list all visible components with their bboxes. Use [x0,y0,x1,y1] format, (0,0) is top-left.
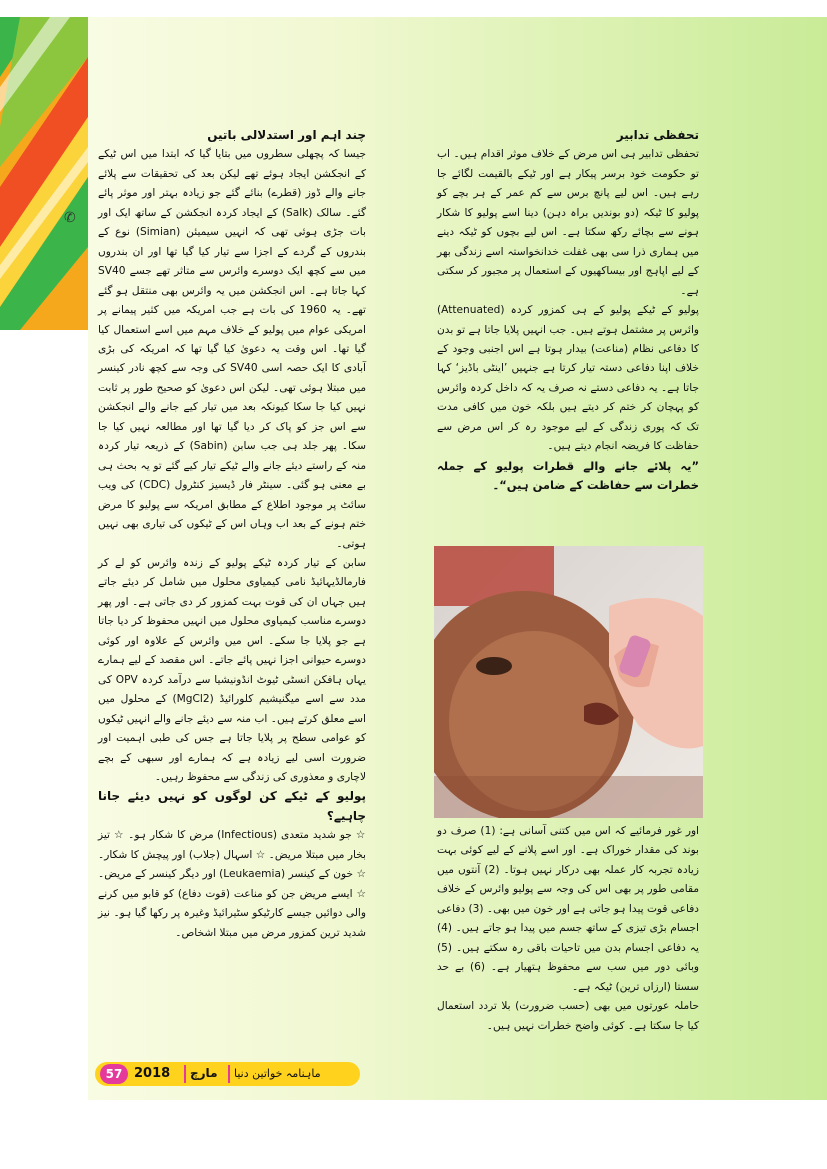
right-column [437,126,699,496]
right-column-lower [437,822,699,1036]
top-margin [0,0,827,17]
photo-graphic [434,546,703,818]
right-quote: ”یہ پلائے جانے والے قطرات پولیو کے جملہ خطرات سے حفاظت کے ضامن ہیں“۔ [437,458,699,493]
page-number: 57 [100,1064,128,1084]
footer-magazine: ماہنامہ خواتین دنیا [234,1067,321,1080]
footer-year: 2018 [134,1066,171,1081]
footer-separator [184,1065,186,1083]
right-para-2: پولیو کے ٹیکے پولیو کے ہی کمزور کردہ (Attenuated) وائرس پر مشتمل ہوتے ہیں۔ جب انہیں پلایا جاتا ہے تو بدن کا دفاعی نظام (مناعت) بیدار ہوتا ہے اس اجنبی وجود کے خلاف اپنا دفاعی دستہ تیار کرتا ہے جنہیں ’اینٹی باڈیز‘ کہا جاتا ہے۔ یہ دفاعی دستے نہ صرف یہ کہ داخل کردہ وائرس کو پہچان کر ختم کر دیتے ہیں بلکہ خون میں کافی مدت تک کہ پوری زندگی کے لیے موجود رہ کر اس مرض سے حفاظت کا فریضہ انجام دیتے ہیں۔ [437,304,699,453]
footer-separator [228,1065,230,1083]
footer-month: مارچ [190,1066,218,1080]
left-column [98,126,366,943]
vaccination-photo [434,546,703,818]
right-para-1: تحفظی تدابیر ہی اس مرض کے خلاف موثر اقدام ہیں۔ اب تو حکومت خود برسر پیکار ہے اور ٹیکے بالقیمت لگائے جا رہے ہیں۔ اس لیے پانچ برس سے کم عمر کے ہر بچے کو پولیو کا ٹیکہ (دو بوندیں براہ دہن) دینا اسے پولیو کا شکار ہونے سے بچائے رکھ سکتا ہے۔ اس لیے بچوں کو ٹیکہ دینے میں ہماری ذرا سی بھی غفلت خدانخواستہ اسے زندگی بھر کے لیے اپاہج اور بیساکھیوں کے استعمال پر مجبور کر سکتی ہے۔ [437,148,699,297]
decorative-stripes [0,17,88,330]
left-para-3: ☆ جو شدید متعدی (Infectious) مرض کا شکار ہو۔ ☆ تیز بخار میں مبتلا مریض۔ ☆ اسہال (جلاب) اور پیچش کا شکار۔ ☆ خون کے کینسر (Leukaemia) اور دیگر کینسر کے مریض۔ ☆ ایسے مریض جن کو مناعت (قوت دفاع) کو قابو میں کرنے والی دوائیں جیسے کارٹیکو سٹیرائیڈ وغیرہ پر رکھا گیا ہو۔ نیز شدید ترین کمزور مرض میں مبتلا اشخاص۔ [98,829,366,939]
left-heading: چند اہم اور استدلالی باتیں [207,128,366,142]
right-para-4: حاملہ عورتوں میں بھی (حسب ضرورت) بلا تردد استعمال کیا جا سکتا ہے۔ کوئی واضح خطرات نہیں ہیں۔ [437,1000,699,1032]
stripes-graphic [0,17,88,330]
left-heading-2: پولیو کے ٹیکے کن لوگوں کو نہیں دیئے جانا چاہیے؟ [98,789,366,823]
left-para-1: جیسا کہ پچھلی سطروں میں بتایا گیا کہ ابتدا میں اس ٹیکے کے انجکشن ایجاد ہوئے تھے لیکن بعد کی تحقیقات سے پلائے جانے والے ڈوز (قطرے) بنائے گئے جو زیادہ بہتر اور موثر پائے گئے۔ سالک (Salk) کے ایجاد کردہ انجکشن کے ساتھ ایک اور بات جڑی ہوئی تھی کہ انہیں سیمیئن (Simian) نوع کے بندروں کے گردے کے اجزا سے تیار کیا گیا تھا اور ان بندروں میں سے کچھ ایک دوسرے وائرس سے متاثر تھے جسے SV40 کہا جاتا ہے۔ اس انجکشن میں یہ وائرس بھی منتقل ہو گئے تھے۔ یہ 1960 کی بات ہے جب امریکہ میں کثیر پیمانے پر امریکی عوام میں پولیو کے خلاف مہم میں اسے استعمال کیا گیا تھا۔ اس وقت یہ دعویٰ کیا گیا تھا کہ امریکہ کی بڑی آبادی کا ایک حصہ اسی SV40 کی وجہ سے کچھ نادر کینسر میں مبتلا ہوئی تھی۔ لیکن اس دعویٰ کو صحیح طور پر ثابت نہیں کیا جا سکا کیونکہ بعد میں تیار کیے جانے والے انجکشن سے اس جز کو پاک کر دیا گیا تھا اور مطالعہ نہیں کیا جا سکا۔ پھر جلد ہی جب سابن (Sabin) کے ذریعہ تیار کردہ منہ کے راستے دیئے جانے والے ٹیکے تیار کیے گئے تو یہ بحث ہی بے معنی ہو گئی۔ سینٹر فار ڈیسیز کنٹرول (CDC) کی ویب سائٹ پر موجود اطلاع کے مطابق امریکہ سے پولیو کا مرض ختم ہونے کے بعد اب وہاں اس کے ٹیکوں کی تیاری بھی نہیں ہوتی۔ [98,148,367,550]
right-heading: تحفظی تدابیر [616,128,699,142]
left-margin [0,330,88,1100]
left-para-2: سابن کے تیار کردہ ٹیکے پولیو کے زندہ وائرس کو لے کر فارمالڈیہائیڈ نامی کیمیاوی محلول میں شامل کر دیئے جاتے ہیں جہاں ان کی قوت بہت کمزور کر دی جاتی ہے۔ اور پھر دوسرے مناسب کیمیاوی محلول میں انہیں محفوظ کر دیا جاتا ہے جو پلایا جا سکے۔ اس میں وائرس کے علاوہ اور کوئی دوسرے حیوانی اجزا نہیں پائے جاتے۔ اس مقصد کے لیے ہمارے یہاں ہافکن انسٹی ٹیوٹ انڈونیشیا سے درآمد کردہ OPV کی مدد سے اسے میگنیشیم کلورائیڈ (MgCl2) کے محلول میں اسے معلق کرتے ہیں۔ اب منہ سے دیئے جانے والے انہیں ٹیکوں کو عوامی سطح پر پلایا جاتا ہے جس کی طبی اہمیت اور ضرورت اسی لیے زیادہ ہے کہ ہمارے اور سبھی کے بچے لاچاری و معذوری کی زندگی سے محفوظ رہیں۔ [98,556,366,783]
bottom-margin [0,1100,827,1169]
phone-icon: ✆ [64,210,76,226]
right-para-3: اور غور فرمائیے کہ اس میں کتنی آسانی ہے: (1) صرف دو بوند کی مقدار خوراک ہے۔ اور اسے پلانے کے لیے کوئی بہت زیادہ تجربہ کار عملہ بھی درکار نہیں ہوتا۔ (2) آنتوں میں مقامی طور پر بھی اس کی وجہ سے پولیو وائرس کے خلاف دفاعی قوت پیدا ہو جاتی ہے اور خون میں بھی۔ (3) دفاعی اجسام بڑی تیزی کے ساتھ جسم میں پیدا ہو جاتے ہیں۔ (4) یہ دفاعی اجسام بدن میں تاحیات باقی رہ سکتے ہیں۔ (5) وبائی دور میں سب سے محفوظ ہتھیار ہے۔ (6) بے حد سستا (ارزاں ترین) ٹیکہ ہے۔ [437,825,700,993]
